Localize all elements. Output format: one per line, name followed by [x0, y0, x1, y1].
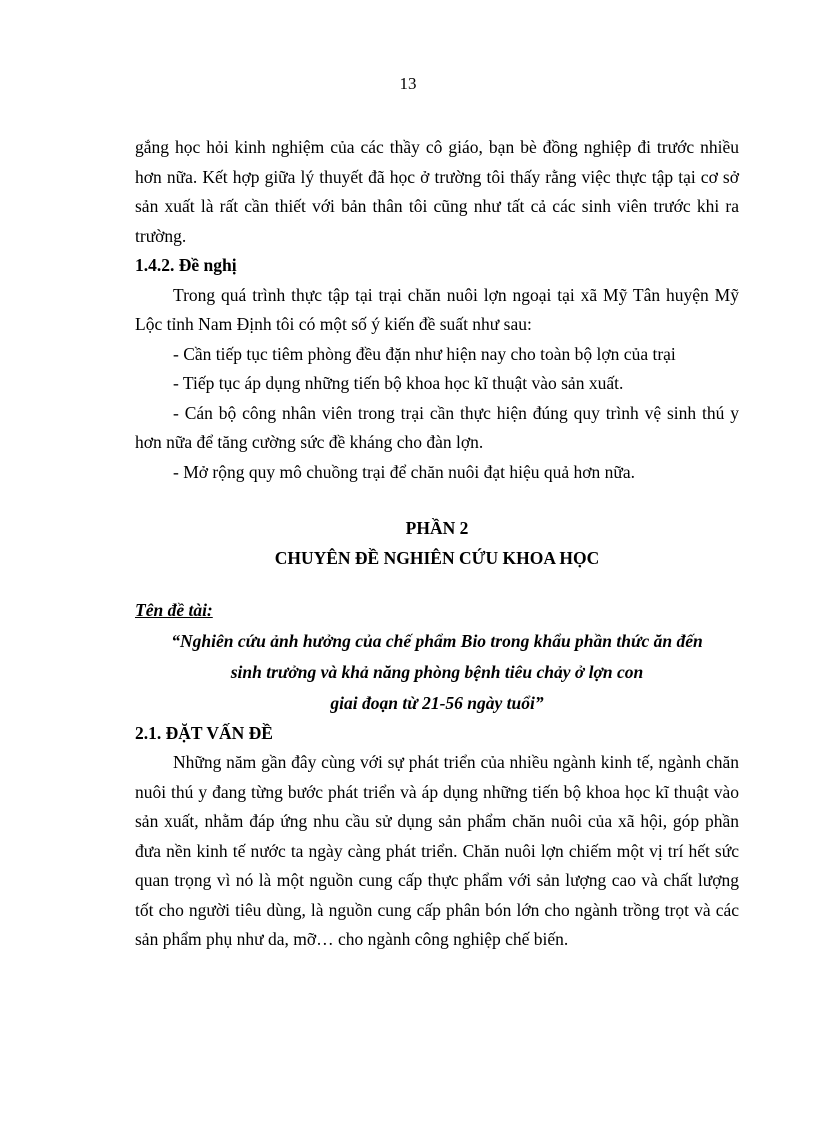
part-heading-block	[135, 514, 739, 573]
topic-title	[135, 626, 739, 719]
topic-title-line: sinh trưởng và khả năng phòng bệnh tiêu chảy ở lợn con	[230, 661, 644, 682]
recommendation-item: - Tiếp tục áp dụng những tiến bộ khoa học kĩ thuật vào sản xuất.	[173, 373, 624, 393]
recommendation-item: - Cần tiếp tục tiêm phòng đều đặn như hiện nay cho toàn bộ lợn của trại	[173, 343, 676, 364]
topic-title-line: “Nghiên cứu ảnh hưởng của chế phẩm Bio trong khẩu phần thức ăn đến	[171, 630, 703, 651]
topic-label: Tên đề tài:	[135, 600, 213, 620]
page-number: 13	[399, 74, 417, 93]
section-2-1-heading: 2.1. ĐẶT VẤN ĐỀ	[135, 722, 273, 743]
recommendation-item: - Mở rộng quy mô chuồng trại để chăn nuôi đạt hiệu quả hơn nữa.	[173, 461, 635, 482]
section-2-1-paragraph: Những năm gần đây cùng với sự phát triển của nhiều ngành kinh tế, ngành chăn nuôi thú y đang từng bước phát triển và áp dụng những tiến bộ khoa học kĩ thuật vào sản xuất, nhằm đáp ứng nhu cầu sử dụng sản phẩm chăn nuôi của xã hội, góp phần đưa nền kinh tế nước ta ngày càng phát triển. Chăn nuôi lợn chiếm một vị trí hết sức quan trọng vì nó là một nguồn cung cấp thực phẩm với sản lượng cao và chất lượng tốt cho người tiêu dùng, là nguồn cung cấp phân bón lớn cho ngành trồng trọt và các sản phẩm phụ như da, mỡ… cho ngành công nghiệp chế biến.	[135, 752, 739, 949]
part-number: PHẦN 2	[405, 518, 469, 538]
topic-title-line: giai đoạn từ 21-56 ngày tuổi”	[330, 692, 544, 713]
section-1-4-2-intro: Trong quá trình thực tập tại trại chăn nuôi lợn ngoại tại xã Mỹ Tân huyện Mỹ Lộc tỉnh Nam Định tôi có một số ý kiến đề suất như sau:	[135, 284, 739, 334]
part-title: CHUYÊN ĐỀ NGHIÊN CỨU KHOA HỌC	[274, 547, 600, 568]
continuation-paragraph: gắng học hỏi kinh nghiệm của các thầy cô giáo, bạn bè đồng nghiệp đi trước nhiều hơn nữa. Kết hợp giữa lý thuyết đã học ở trường tôi thấy rằng việc thực tập tại cơ sở sản xuất là rất cần thiết với bản thân tôi cũng như tất cả các sinh viên trước khi ra trường.	[135, 137, 739, 246]
section-1-4-2-heading: 1.4.2. Đề nghị	[135, 255, 237, 275]
recommendation-item: - Cán bộ công nhân viên trong trại cần thực hiện đúng quy trình vệ sinh thú y hơn nữa để tăng cường sức đề kháng cho đàn lợn.	[135, 402, 739, 452]
page-content	[135, 133, 739, 955]
